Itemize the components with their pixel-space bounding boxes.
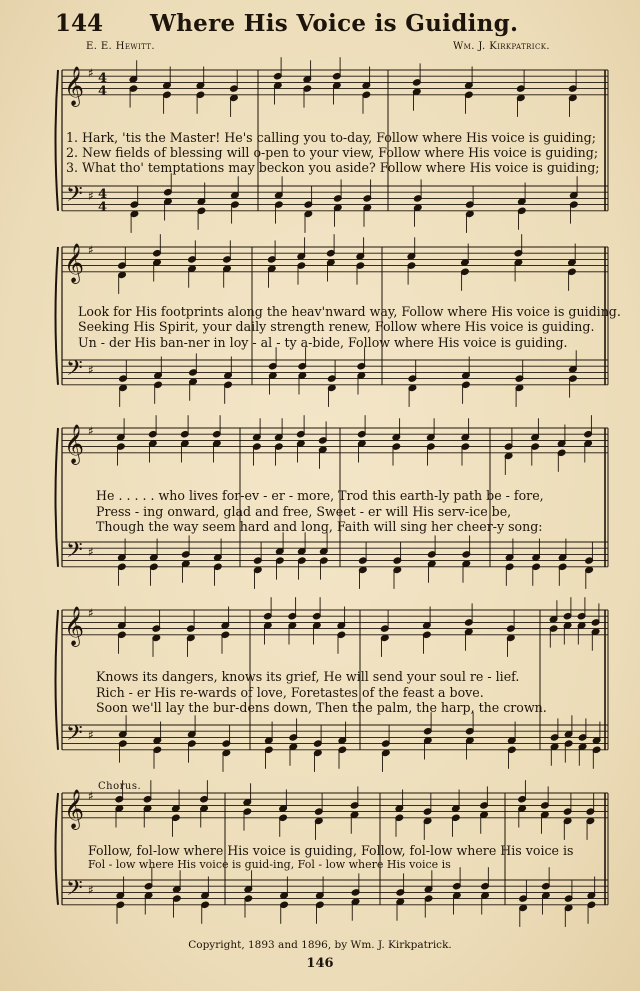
- system-bracket: [56, 70, 59, 211]
- sharp-icon: ♯: [88, 243, 94, 257]
- bass-clef-icon: 𝄢: [66, 538, 83, 568]
- composer-credit: Wm. J. Kirkpatrick.: [453, 41, 550, 52]
- sharp-icon: ♯: [88, 66, 94, 80]
- sharp-icon: ♯: [88, 189, 94, 203]
- sharp-icon: ♯: [88, 883, 94, 897]
- verse-line: 2. New fields of blessing will o-pen to your view, Follow where His voice is guiding;: [66, 145, 599, 160]
- treble-clef-icon: 𝄞: [64, 789, 85, 829]
- treble-clef-icon: 𝄞: [64, 424, 85, 464]
- treble-clef-icon: 𝄞: [64, 606, 85, 646]
- time-signature-digit: 4: [98, 84, 108, 99]
- sharp-icon: ♯: [88, 363, 94, 377]
- system-bracket: [56, 793, 59, 905]
- time-signature-digit: 4: [98, 71, 108, 86]
- system-bracket: [56, 610, 59, 750]
- time-signature-digit: 4: [98, 187, 108, 202]
- verse-line: He . . . . . who lives for-ev - er - more, Trod this earth-ly path be - fore,: [96, 488, 544, 503]
- verse-line: Soon we'll lay the bur-dens down, Then the palm, the harp, the crown.: [96, 700, 547, 715]
- chorus-line: Fol - low where His voice is guid-ing, Fol - low where His voice is: [88, 858, 451, 871]
- system-bracket: [56, 428, 59, 567]
- bass-clef-icon: 𝄢: [66, 182, 83, 212]
- lyricist-credit: E. E. Hewitt.: [86, 41, 155, 52]
- sharp-icon: ♯: [88, 728, 94, 742]
- bass-clef-icon: 𝄢: [66, 876, 83, 906]
- bass-clef-icon: 𝄢: [66, 721, 83, 751]
- copyright-notice: Copyright, 1893 and 1896, by Wm. J. Kirkpatrick.: [188, 939, 452, 951]
- treble-clef-icon: 𝄞: [64, 243, 85, 283]
- chorus-label: Chorus.: [98, 781, 142, 792]
- hymn-title: Where His Voice is Guiding.: [150, 10, 519, 37]
- verse-line: Knows its dangers, knows its grief, He will send your soul re - lief.: [96, 669, 520, 684]
- verse-line: Rich - er His re-wards of love, Foretastes of the feast a bove.: [96, 685, 484, 700]
- chorus-line: Follow, fol-low where His voice is guiding, Follow, fol-low where His voice is: [88, 843, 574, 858]
- sharp-icon: ♯: [88, 789, 94, 803]
- bass-clef-icon: 𝄢: [66, 356, 83, 386]
- page-number: 146: [306, 956, 334, 971]
- treble-clef-icon: 𝄞: [64, 66, 85, 106]
- verse-line: Seeking His Spirit, your daily strength renew, Follow where His voice is guiding.: [78, 319, 595, 334]
- sharp-icon: ♯: [88, 606, 94, 620]
- hymn-number: 144: [55, 10, 104, 37]
- system-bracket: [56, 247, 59, 385]
- verse-line: Press - ing onward, glad and free, Sweet - er will His serv-ice be,: [96, 504, 512, 519]
- time-signature-digit: 4: [98, 200, 108, 215]
- verse-line: Un - der His ban-ner in loy - al - ty a-bide, Follow where His voice is guiding.: [78, 335, 568, 350]
- verse-line: 1. Hark, 'tis the Master! He's calling you to-day, Follow where His voice is guiding;: [66, 130, 596, 145]
- sharp-icon: ♯: [88, 545, 94, 559]
- sharp-icon: ♯: [88, 424, 94, 438]
- verse-line: Though the way seem hard and long, Faith will sing her cheer-y song:: [96, 519, 543, 534]
- verse-line: 3. What tho' temptations may beckon you aside? Follow where His voice is guiding;: [66, 160, 600, 175]
- verse-line: Look for His footprints along the heav'nward way, Follow where His voice is guiding.: [78, 304, 621, 319]
